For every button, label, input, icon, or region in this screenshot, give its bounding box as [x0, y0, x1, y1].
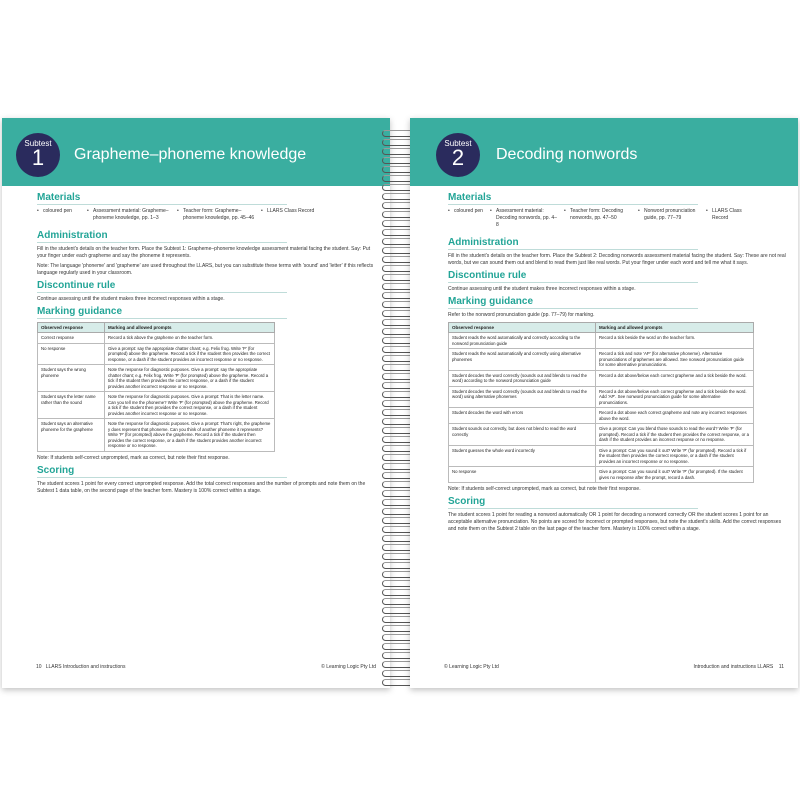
footer-copyright: © Learning Logic Pty Ltd	[321, 664, 376, 670]
page-number: 10	[36, 664, 42, 670]
marking-heading: Marking guidance	[37, 306, 287, 319]
page-footer	[444, 664, 784, 670]
page-number: 11	[778, 664, 784, 670]
scoring-heading: Scoring	[37, 465, 287, 478]
table-cell: Student decodes the word correctly (sounds out and blends to read the word) according to the nonword pronunciation guide	[449, 370, 596, 386]
table-cell: No response	[449, 467, 596, 483]
footer-title: LLARS Introduction and instructions	[45, 664, 126, 670]
subtest-number: 2	[451, 145, 465, 170]
table-cell: Student says the wrong phoneme	[38, 365, 105, 392]
table-cell: Student says an alternative phoneme for the grapheme	[38, 419, 105, 452]
table-row	[449, 349, 754, 371]
table-cell: Note the response for diagnostic purposes. Give a prompt: say the appropriate chatter chant; e.g. Felix frog. Write 'P' (for prompted) above the grapheme. Record a tick if the student then provides the correct response, or a dash if the student provides another incorrect response or no response.	[105, 365, 275, 392]
subtest-1-banner	[2, 118, 390, 186]
table-row	[449, 467, 754, 483]
table-cell: Give a prompt: say the appropriate chatter chant; e.g. Felix frog. Write 'P' (for prompted) above the grapheme. Record a tick if the student then provides the correct response, or a dash if the student provides an incorrect response or no response.	[105, 343, 275, 365]
materials-item: • coloured pen	[448, 208, 484, 229]
table-note: Note: If students self-correct unprompted, mark as correct, but note their first response.	[37, 454, 230, 461]
marking-intro: Refer to the nonword pronunciation guide (pp. 77–79) for marking.	[448, 312, 595, 318]
discontinue-text: Continue assessing until the student makes three incorrect responses within a stage.	[448, 286, 636, 292]
table-row	[38, 333, 275, 344]
discontinue-heading: Discontinue rule	[448, 270, 698, 283]
discontinue-text: Continue assessing until the student makes three incorrect responses within a stage.	[37, 296, 225, 302]
materials-heading: Materials	[448, 192, 698, 205]
materials-item: • LLARS Class Record	[261, 208, 337, 222]
table-cell: Record a dot above/below each correct grapheme and a tick beside the word.	[596, 370, 754, 386]
subtest-number: 1	[31, 145, 45, 170]
materials-item: • coloured pen	[37, 208, 81, 222]
scoring-heading: Scoring	[448, 496, 698, 509]
subtest-1-badge	[16, 133, 60, 177]
materials-item: • Assessment material: Decoding nonwords, pp. 4–8	[490, 208, 558, 229]
page-footer	[36, 664, 376, 670]
materials-item: • Teacher form: Decoding nonwords, pp. 47–50	[564, 208, 632, 229]
footer-title: Introduction and instructions LLARS	[693, 664, 774, 670]
administration-note: Note: The language 'phoneme' and 'grapheme' are used throughout the LLARS, but you can substitute these terms with 'sound' and 'letter' if this reflects language regularly used in your classroom.	[37, 263, 374, 276]
table-cell: Note the response for diagnostic purposes. Give a prompt: That's right, the grapheme y does represent that phoneme. Can you think of another phoneme it represents? Write 'P' (for prompted) above the grapheme. Record a tick if the student then provides the correct response, or a dash if the student provides another incorrect response or no response.	[105, 419, 275, 452]
table-row	[38, 392, 275, 419]
administration-text: Fill in the student's details on the teacher form. Place the Subtest 1: Grapheme–phoneme knowledge assessment material facing the student. Say: Put your finger under each grapheme and say the phoneme it represents.	[37, 246, 371, 259]
marking-table	[37, 322, 275, 452]
administration-heading: Administration	[448, 237, 698, 250]
table-cell: Record a tick above the grapheme on the teacher form.	[105, 333, 275, 344]
table-row	[38, 419, 275, 452]
table-cell: Student reads the word automatically and correctly using alternative phonemes	[449, 349, 596, 371]
table-cell: Note the response for diagnostic purposes. Give a prompt: That is the letter name. Can you tell me the phoneme? Write 'P' (for prompted) above the grapheme. Record a tick if the student then provides the correct response, or a dash if the student provides another incorrect response or no response.	[105, 392, 275, 419]
marking-table	[448, 322, 754, 483]
table-header: Observed response	[38, 323, 105, 333]
table-row	[449, 386, 754, 408]
materials-list	[448, 208, 788, 229]
table-cell: No response	[38, 343, 105, 365]
table-cell: Give a prompt: Can you sound it out? Write 'P' (for prompted). Record a tick if the student then provides the correct response, or a dash if the student provides an incorrect response or no response.	[596, 445, 754, 467]
table-cell: Record a dot above/below each correct grapheme and a tick beside the word. Add 'AP'. See nonword pronunciation guide for some alternative pronunciations.	[596, 386, 754, 408]
page-title: Grapheme–phoneme knowledge	[74, 146, 307, 163]
subtest-label: Subtest	[24, 139, 52, 148]
subtest-2-badge	[436, 133, 480, 177]
table-cell: Record a tick beside the word on the teacher form.	[596, 333, 754, 349]
footer-copyright: © Learning Logic Pty Ltd	[444, 664, 499, 670]
materials-item: • Nonword pronunciation guide, pp. 77–79	[638, 208, 700, 229]
table-header: Observed response	[449, 323, 596, 333]
table-cell: Record a tick and note 'AP' (for alternative phoneme). Alternative pronunciations of graphemes are allowed. See nonword pronunciation guide for some alternative pronunciations.	[596, 349, 754, 371]
table-cell: Student reads the word automatically and correctly according to the nonword pronunciation guide	[449, 333, 596, 349]
marking-heading: Marking guidance	[448, 296, 698, 309]
table-row	[38, 343, 275, 365]
right-page	[410, 118, 798, 688]
discontinue-heading: Discontinue rule	[37, 280, 287, 293]
table-row	[449, 445, 754, 467]
table-cell: Student decodes the word correctly (sounds out and blends to read the word) using alternative phonemes	[449, 386, 596, 408]
materials-heading: Materials	[37, 192, 287, 205]
table-row	[449, 408, 754, 424]
table-cell: Student guesses the whole word incorrectly	[449, 445, 596, 467]
table-row	[449, 424, 754, 446]
scoring-text: The student scores 1 point for every correct unprompted response. Add the total correct responses and the number of prompts and note them on the Subtest 1 data table, on the second page of the teacher form. Mastery is 100% correct within a stage.	[37, 480, 366, 494]
table-note: Note: If students self-correct unprompted, mark as correct, but note their first response.	[448, 486, 641, 492]
table-header: Marking and allowed prompts	[596, 323, 754, 333]
materials-item: • Assessment material: Grapheme–phoneme knowledge, pp. 1–3	[87, 208, 171, 222]
table-cell: Student sounds out correctly, but does not blend to read the word correctly	[449, 424, 596, 446]
page-title: Decoding nonwords	[496, 146, 638, 163]
subtest-2-banner	[410, 118, 798, 186]
scoring-text: The student scores 1 point for reading a nonword automatically OR 1 point for decoding a nonword correctly OR the student scores 1 point for an acceptable alternative pronunciation. No points are scored for incorrect or prompted responses, but note the student's skills. Add the correct responses and note them on the Subtest 2 table on the last page of the teacher form. Mastery is 100% correct within a stage.	[448, 512, 782, 532]
table-row	[449, 333, 754, 349]
table-row	[449, 370, 754, 386]
table-header: Marking and allowed prompts	[105, 323, 275, 333]
table-cell: Correct response	[38, 333, 105, 344]
table-cell: Student says the letter name rather than the sound	[38, 392, 105, 419]
table-cell: Student decodes the word with errors	[449, 408, 596, 424]
table-cell: Give a prompt: Can you blend those sounds to read the word? Write 'P' (for prompted). Record a tick if the student then provides the correct response, or a dash if the student provides an incorrect response or no response.	[596, 424, 754, 446]
materials-item: • LLARS Class Record	[706, 208, 752, 229]
materials-item: • Teacher form: Grapheme–phoneme knowledge, pp. 45–46	[177, 208, 255, 222]
administration-heading: Administration	[37, 230, 287, 243]
table-cell: Record a dot above each correct grapheme and note any incorrect responses above the word.	[596, 408, 754, 424]
materials-list	[37, 208, 376, 222]
table-row	[38, 365, 275, 392]
subtest-label: Subtest	[444, 139, 472, 148]
administration-text: Fill in the student's details on the teacher form. Place the Subtest 2: Decoding nonwords assessment material facing the student. Say: These are not real words, but we can sound them out and blend to read them just like real words. Put your finger under each word and tell me what it says.	[448, 253, 786, 266]
left-page	[2, 118, 390, 688]
table-cell: Give a prompt: Can you sound it out? Write 'P' (for prompted). If the student gives no response after the prompt, record a dash.	[596, 467, 754, 483]
